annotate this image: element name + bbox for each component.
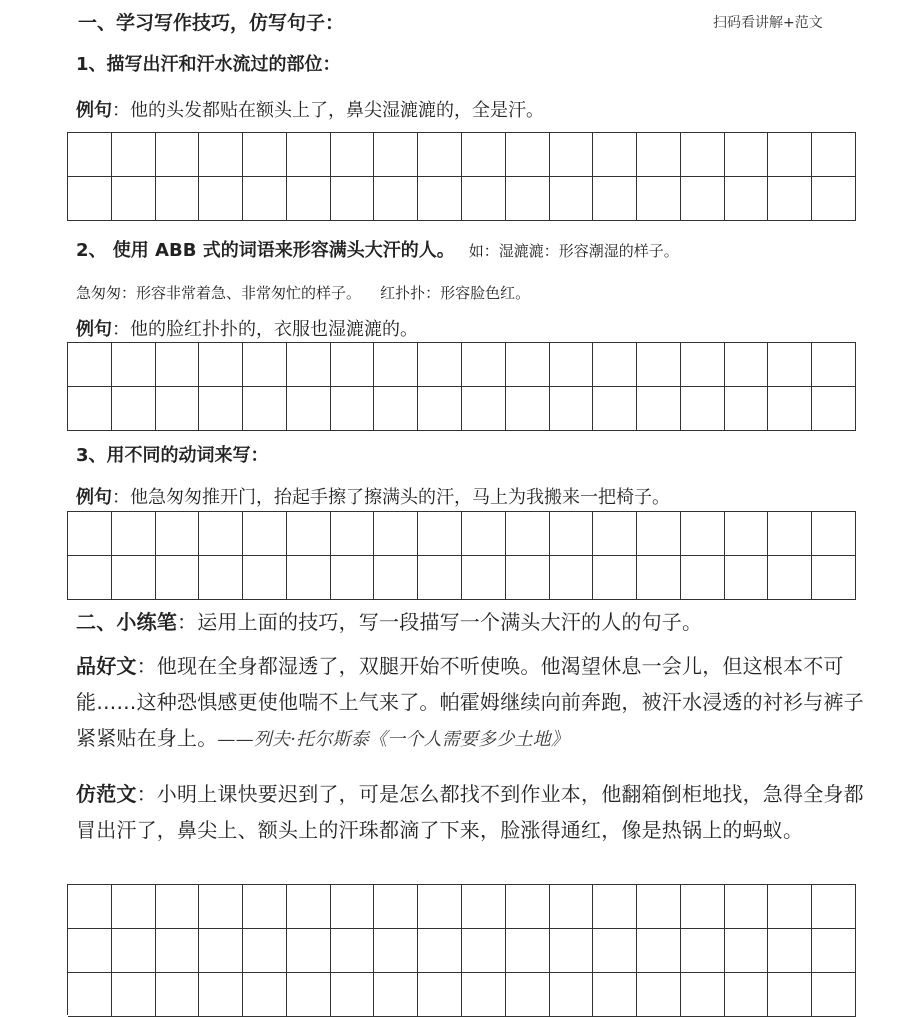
grid-cell[interactable] [199,973,243,1017]
grid-cell[interactable] [68,929,112,973]
example-text: ：他急匆匆推开门，抬起手擦了擦满头的汗，马上为我搬来一把椅子。 [112,487,670,508]
grid-cell[interactable] [506,929,550,973]
grid-cell[interactable] [418,885,462,929]
imitation-label: 仿范文 [76,782,137,806]
grid-cell[interactable] [812,387,856,431]
grid-cell[interactable] [331,133,375,177]
grid-cell[interactable] [199,929,243,973]
grid-cell[interactable] [637,885,681,929]
grid-cell[interactable] [374,387,418,431]
example-label: 例句 [76,487,112,508]
grid-cell[interactable] [112,512,156,556]
grid-cell[interactable] [812,133,856,177]
imitation-text: ：小明上课快要迟到了，可是怎么都找不到作业本，他翻箱倒柜地找，急得全身都冒出汗了，鼻尖上、额头上的汗珠都滴了下来，脸涨得通红，像是热锅上的蚂蚁。 [76,782,864,842]
grid-cell[interactable] [506,973,550,1017]
grid-cell[interactable] [462,343,506,387]
grid-cell[interactable] [374,556,418,600]
grid-cell[interactable] [768,885,812,929]
grid-cell[interactable] [156,177,200,221]
grid-cell[interactable] [331,929,375,973]
grid-cell[interactable] [725,885,769,929]
grid-cell[interactable] [462,885,506,929]
grid-cell[interactable] [681,133,725,177]
grid-cell[interactable] [418,133,462,177]
grid-cell[interactable] [199,343,243,387]
good-writing-paragraph [76,648,866,758]
grid-cell[interactable] [243,343,287,387]
grid-cell[interactable] [199,885,243,929]
grid-cell[interactable] [374,885,418,929]
grid-cell[interactable] [593,343,637,387]
grid-cell[interactable] [768,512,812,556]
grid-cell[interactable] [506,885,550,929]
page-title: 一、学习写作技巧，仿写句子： [78,12,345,34]
grid-cell[interactable] [156,387,200,431]
grid-cell[interactable] [637,929,681,973]
grid-cell[interactable] [331,387,375,431]
grid-cell[interactable] [550,512,594,556]
grid-cell[interactable] [593,177,637,221]
grid-cell[interactable] [287,343,331,387]
grid-cell[interactable] [331,177,375,221]
grid-cell[interactable] [550,133,594,177]
grid-cell[interactable] [550,177,594,221]
grid-cell[interactable] [812,556,856,600]
grid-cell[interactable] [593,973,637,1017]
grid-cell[interactable] [725,177,769,221]
grid-cell[interactable] [418,556,462,600]
grid-cell[interactable] [768,177,812,221]
grid-cell[interactable] [287,512,331,556]
grid-cell[interactable] [374,929,418,973]
grid-cell[interactable] [637,556,681,600]
grid-cell[interactable] [112,885,156,929]
grid-cell[interactable] [462,387,506,431]
grid-cell[interactable] [637,973,681,1017]
grid-cell[interactable] [156,885,200,929]
practice-heading-text: ：运用上面的技巧，写一段描写一个满头大汗的人的句子。 [177,610,703,634]
imitation-paragraph [76,776,866,848]
grid-cell[interactable] [637,177,681,221]
section3-heading: 3、用不同的动词来写： [76,445,269,466]
writing-grid-3[interactable] [67,511,856,600]
good-writing-label: 品好文 [76,654,137,678]
grid-cell[interactable] [243,387,287,431]
example-text: ：他的脸红扑扑的，衣服也湿漉漉的。 [112,319,418,340]
grid-cell[interactable] [68,133,112,177]
grid-cell[interactable] [243,885,287,929]
grid-cell[interactable] [506,387,550,431]
section2-heading-text: 2、 使用 ABB 式的词语来形容满头大汗的人。 [76,240,455,261]
grid-cell[interactable] [156,512,200,556]
grid-cell[interactable] [331,885,375,929]
grid-cell[interactable] [243,177,287,221]
grid-cell[interactable] [112,343,156,387]
grid-cell[interactable] [331,343,375,387]
good-writing-text: ：他现在全身都湿透了，双腿开始不听使唤。他渴望休息一会儿，但这根本不可能……这种恐惧感更使他喘不上气来了。帕霍姆继续向前奔跑，被汗水浸透的衬衫与裤子紧紧贴在身上。 [76,654,864,750]
grid-cell[interactable] [593,929,637,973]
grid-cell[interactable] [112,556,156,600]
grid-cell[interactable] [550,973,594,1017]
grid-cell[interactable] [462,177,506,221]
grid-cell[interactable] [418,973,462,1017]
grid-cell[interactable] [68,885,112,929]
grid-cell[interactable] [374,973,418,1017]
grid-cell[interactable] [768,343,812,387]
grid-cell[interactable] [331,556,375,600]
grid-cell[interactable] [418,387,462,431]
grid-cell[interactable] [462,973,506,1017]
grid-cell[interactable] [68,387,112,431]
writing-grid-4[interactable] [67,884,856,1015]
grid-cell[interactable] [112,929,156,973]
grid-cell[interactable] [637,133,681,177]
grid-cell[interactable] [199,387,243,431]
grid-cell[interactable] [287,177,331,221]
grid-cell[interactable] [68,973,112,1017]
grid-cell[interactable] [68,512,112,556]
grid-cell[interactable] [593,512,637,556]
grid-cell[interactable] [156,556,200,600]
grid-cell[interactable] [462,929,506,973]
grid-cell[interactable] [68,343,112,387]
grid-cell[interactable] [462,556,506,600]
grid-cell[interactable] [550,343,594,387]
grid-cell[interactable] [506,177,550,221]
grid-cell[interactable] [550,885,594,929]
grid-cell[interactable] [768,556,812,600]
grid-cell[interactable] [681,973,725,1017]
grid-cell[interactable] [243,512,287,556]
grid-cell[interactable] [287,929,331,973]
grid-cell[interactable] [768,133,812,177]
section2-example [76,315,418,341]
grid-cell[interactable] [418,512,462,556]
grid-cell[interactable] [112,177,156,221]
section3-example [76,483,670,509]
grid-cell[interactable] [593,885,637,929]
grid-cell[interactable] [550,929,594,973]
grid-cell[interactable] [331,973,375,1017]
grid-cell[interactable] [812,973,856,1017]
grid-cell[interactable] [374,512,418,556]
grid-cell[interactable] [681,929,725,973]
qr-hint-text: 扫码看讲解+范文 [713,15,823,31]
grid-cell[interactable] [112,387,156,431]
grid-cell[interactable] [243,929,287,973]
example-text: ：他的头发都贴在额头上了，鼻尖湿漉漉的，全是汗。 [112,100,544,121]
grid-cell[interactable] [112,133,156,177]
grid-cell[interactable] [812,343,856,387]
grid-cell[interactable] [374,177,418,221]
grid-cell[interactable] [287,973,331,1017]
grid-cell[interactable] [681,343,725,387]
grid-cell[interactable] [462,133,506,177]
grid-cell[interactable] [768,929,812,973]
grid-cell[interactable] [506,512,550,556]
grid-cell[interactable] [156,133,200,177]
grid-cell[interactable] [681,885,725,929]
grid-cell[interactable] [725,929,769,973]
grid-cell[interactable] [156,343,200,387]
grid-cell[interactable] [550,387,594,431]
grid-cell[interactable] [637,387,681,431]
grid-cell[interactable] [199,512,243,556]
grid-cell[interactable] [506,133,550,177]
grid-cell[interactable] [725,512,769,556]
grid-cell[interactable] [374,133,418,177]
grid-cell[interactable] [68,177,112,221]
grid-cell[interactable] [331,512,375,556]
section1-heading: 1、描写出汗和汗水流过的部位： [76,54,341,75]
grid-cell[interactable] [812,929,856,973]
grid-cell[interactable] [243,556,287,600]
grid-cell[interactable] [462,512,506,556]
writing-grid-2[interactable] [67,342,856,431]
grid-cell[interactable] [243,973,287,1017]
grid-cell[interactable] [287,885,331,929]
grid-cell[interactable] [725,343,769,387]
grid-cell[interactable] [374,343,418,387]
practice-heading-label: 二、小练笔 [76,610,177,634]
grid-cell[interactable] [550,556,594,600]
grid-cell[interactable] [593,387,637,431]
grid-cell[interactable] [68,556,112,600]
example-label: 例句 [76,100,112,121]
section1-example [76,96,544,122]
grid-cell[interactable] [637,512,681,556]
quote-source: ——列夫·托尔斯泰《一个人需要多少土地》 [217,729,570,750]
grid-cell[interactable] [725,387,769,431]
grid-cell[interactable] [593,133,637,177]
grid-cell[interactable] [681,556,725,600]
grid-cell[interactable] [637,343,681,387]
grid-cell[interactable] [812,885,856,929]
grid-cell[interactable] [593,556,637,600]
grid-cell[interactable] [243,133,287,177]
section2-heading [76,236,679,262]
grid-cell[interactable] [725,973,769,1017]
grid-cell[interactable] [418,343,462,387]
grid-cell[interactable] [681,512,725,556]
practice-heading [76,604,866,640]
example-label: 例句 [76,319,112,340]
grid-cell[interactable] [199,133,243,177]
grid-cell[interactable] [506,556,550,600]
grid-cell[interactable] [812,177,856,221]
grid-cell[interactable] [156,973,200,1017]
grid-cell[interactable] [812,512,856,556]
grid-cell[interactable] [112,973,156,1017]
grid-cell[interactable] [287,387,331,431]
grid-cell[interactable] [681,177,725,221]
section2-heading-note: 如：湿漉漉：形容潮湿的样子。 [468,242,679,260]
grid-cell[interactable] [725,556,769,600]
grid-cell[interactable] [768,973,812,1017]
grid-cell[interactable] [287,133,331,177]
grid-cell[interactable] [418,177,462,221]
grid-cell[interactable] [506,343,550,387]
grid-cell[interactable] [199,556,243,600]
grid-cell[interactable] [287,556,331,600]
grid-cell[interactable] [681,387,725,431]
grid-cell[interactable] [418,929,462,973]
grid-cell[interactable] [156,929,200,973]
grid-cell[interactable] [725,133,769,177]
section2-note: 急匆匆：形容非常着急、非常匆忙的样子。 红扑扑：形容脸色红。 [76,284,531,302]
writing-grid-1[interactable] [67,132,856,221]
grid-cell[interactable] [768,387,812,431]
grid-cell[interactable] [199,177,243,221]
